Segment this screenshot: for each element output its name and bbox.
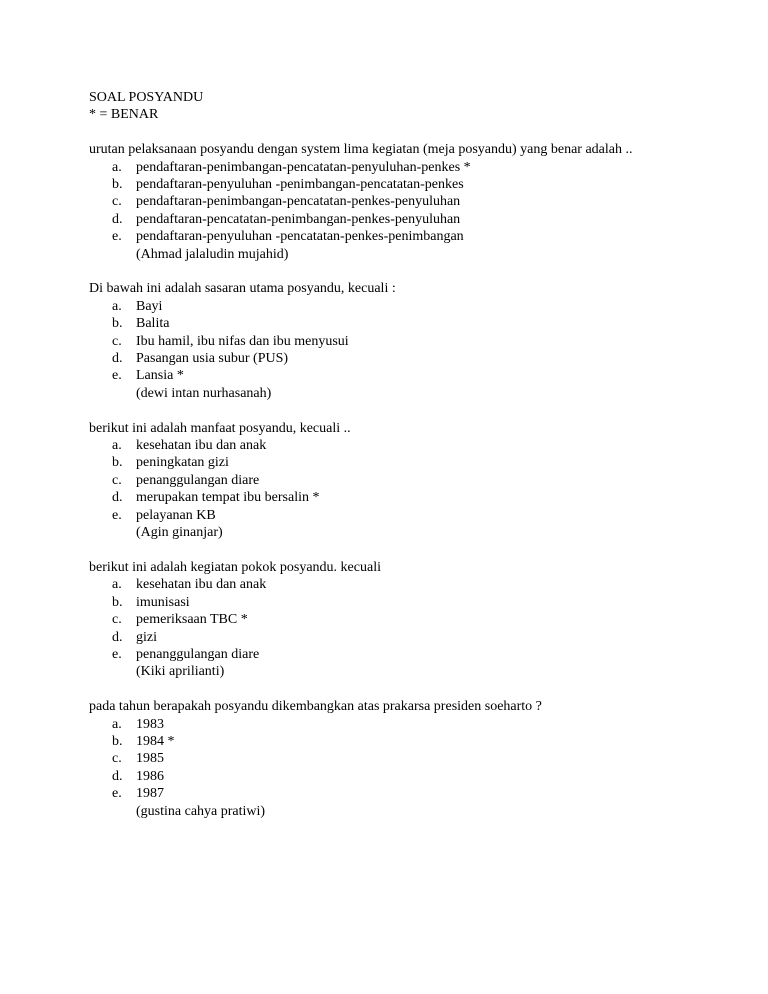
question-author: (Kiki aprilianti) <box>136 664 225 680</box>
option-b <box>89 733 709 750</box>
option-e <box>89 785 709 802</box>
option-letter: e. <box>112 229 122 245</box>
option-text: penanggulangan diare <box>136 472 260 488</box>
option-list <box>89 437 709 524</box>
option-letter: d. <box>112 490 123 506</box>
option-list <box>89 576 709 663</box>
option-d <box>89 489 709 506</box>
option-letter: c. <box>112 751 122 767</box>
question-author: (Ahmad jalaludin mujahid) <box>136 246 289 262</box>
option-list <box>89 298 709 385</box>
option-letter: b. <box>112 177 123 193</box>
question-text: urutan pelaksanaan posyandu dengan system lima kegiatan (meja posyandu) yang benar adalah .. <box>89 142 633 158</box>
option-c <box>89 333 709 350</box>
option-c <box>89 193 709 210</box>
question-1 <box>89 141 709 263</box>
option-letter: c. <box>112 612 122 628</box>
option-b <box>89 315 709 332</box>
option-text: pendaftaran-penyuluhan -penimbangan-pencatatan-penkes <box>136 177 464 193</box>
option-letter: e. <box>112 368 122 384</box>
option-letter: a. <box>112 159 122 175</box>
question-text: pada tahun berapakah posyandu dikembangkan atas prakarsa presiden soeharto ? <box>89 699 542 715</box>
option-b <box>89 454 709 471</box>
option-letter: d. <box>112 211 123 227</box>
option-letter: c. <box>112 333 122 349</box>
option-text: kesehatan ibu dan anak <box>136 438 267 454</box>
question-3 <box>89 420 709 542</box>
document-title: SOAL POSYANDU <box>89 90 204 105</box>
option-letter: b. <box>112 316 123 332</box>
option-letter: c. <box>112 472 122 488</box>
option-text: Balita <box>136 316 170 332</box>
option-a <box>89 576 709 593</box>
option-text: 1984 * <box>136 733 175 749</box>
option-text: penanggulangan diare <box>136 646 260 662</box>
option-text: 1985 <box>136 751 164 767</box>
option-c <box>89 611 709 628</box>
option-b <box>89 594 709 611</box>
option-letter: a. <box>112 577 122 593</box>
option-e <box>89 646 709 663</box>
question-author: (dewi intan nurhasanah) <box>136 385 272 401</box>
option-letter: b. <box>112 733 123 749</box>
option-text: pendaftaran-penyuluhan -pencatatan-penkes-penimbangan <box>136 229 464 245</box>
option-letter: e. <box>112 786 122 802</box>
document-body <box>89 89 709 820</box>
option-d <box>89 350 709 367</box>
option-text: 1986 <box>136 768 164 784</box>
option-text: Bayi <box>136 298 163 314</box>
option-letter: d. <box>112 768 123 784</box>
option-a <box>89 437 709 454</box>
option-letter: a. <box>112 298 122 314</box>
option-c <box>89 750 709 767</box>
option-text: imunisasi <box>136 594 190 610</box>
option-text: 1983 <box>136 716 164 732</box>
option-text: merupakan tempat ibu bersalin * <box>136 490 320 506</box>
option-text: kesehatan ibu dan anak <box>136 577 267 593</box>
question-5 <box>89 698 709 820</box>
option-text: gizi <box>136 629 157 645</box>
option-letter: d. <box>112 351 123 367</box>
option-e <box>89 507 709 524</box>
option-text: Ibu hamil, ibu nifas dan ibu menyusui <box>136 333 349 349</box>
option-text: pendaftaran-penimbangan-pencatatan-penyuluhan-penkes * <box>136 159 471 175</box>
option-text: Pasangan usia subur (PUS) <box>136 351 289 367</box>
option-a <box>89 159 709 176</box>
option-letter: a. <box>112 716 122 732</box>
option-text: pelayanan KB <box>136 507 216 523</box>
answer-legend: * = BENAR <box>89 107 159 123</box>
option-d <box>89 768 709 785</box>
option-text: peningkatan gizi <box>136 455 229 471</box>
question-4 <box>89 559 709 681</box>
option-b <box>89 176 709 193</box>
option-letter: b. <box>112 455 123 471</box>
option-text: 1987 <box>136 786 164 802</box>
option-c <box>89 472 709 489</box>
option-d <box>89 211 709 228</box>
option-letter: c. <box>112 194 122 210</box>
document-header <box>89 89 709 124</box>
option-letter: e. <box>112 646 122 662</box>
option-list <box>89 159 709 246</box>
option-d <box>89 629 709 646</box>
question-text: berikut ini adalah manfaat posyandu, kecuali .. <box>89 420 351 436</box>
question-2 <box>89 280 709 402</box>
option-a <box>89 298 709 315</box>
question-author: (Agin ginanjar) <box>136 525 223 541</box>
option-text: Lansia * <box>136 368 184 384</box>
option-text: pemeriksaan TBC * <box>136 612 248 628</box>
option-e <box>89 367 709 384</box>
question-text: berikut ini adalah kegiatan pokok posyandu. kecuali <box>89 559 381 575</box>
option-e <box>89 228 709 245</box>
option-letter: b. <box>112 594 123 610</box>
option-a <box>89 716 709 733</box>
option-list <box>89 716 709 803</box>
option-letter: a. <box>112 438 122 454</box>
option-letter: e. <box>112 507 122 523</box>
question-author: (gustina cahya pratiwi) <box>136 803 266 819</box>
option-text: pendaftaran-pencatatan-penimbangan-penkes-penyuluhan <box>136 211 461 227</box>
question-text: Di bawah ini adalah sasaran utama posyandu, kecuali : <box>89 281 396 297</box>
option-letter: d. <box>112 629 123 645</box>
option-text: pendaftaran-penimbangan-pencatatan-penkes-penyuluhan <box>136 194 461 210</box>
